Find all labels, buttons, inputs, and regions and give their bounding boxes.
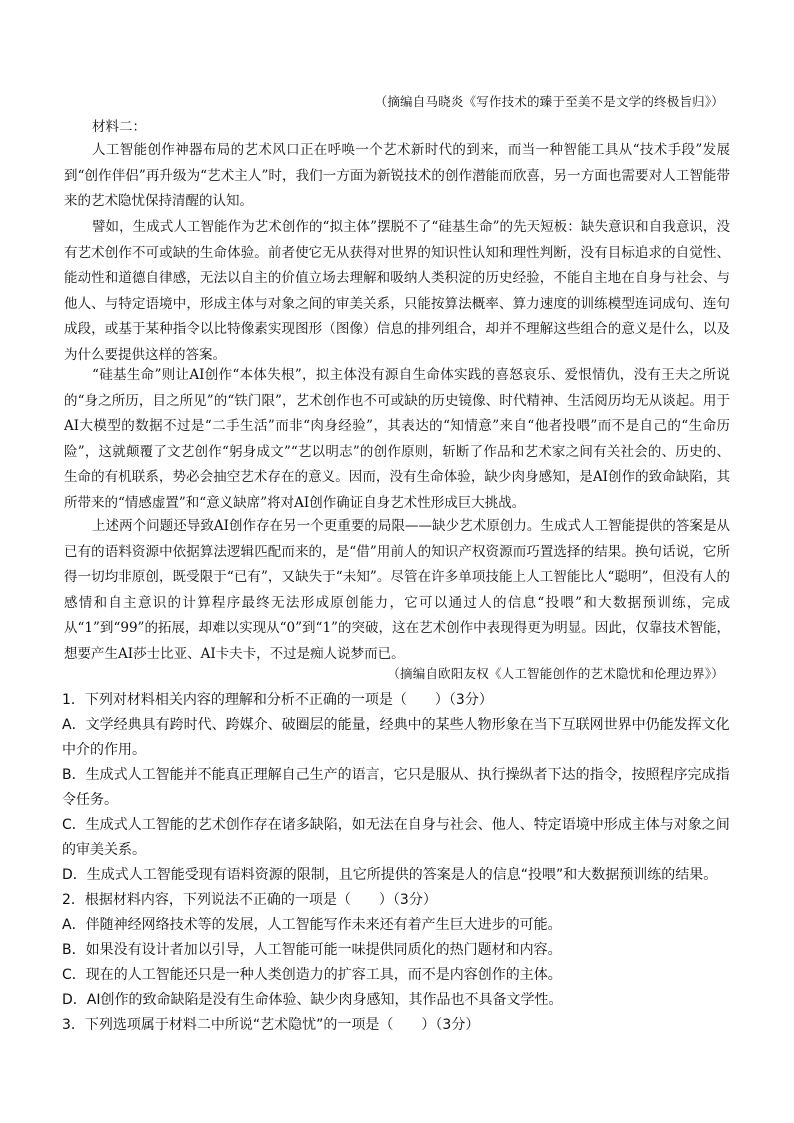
source-citation-2: （摘编自欧阳友权《人工智能创作的艺术隐忧和伦理边界》） — [387, 666, 724, 681]
paragraph-1: 人工智能创作神器布局的艺术风口正在呼唤一个艺术新时代的到来，而当一种智能工具从“技术手段”发展到“创作伴侣”再升级为“艺术主人”时，我们一方面为新锐技术的创作潜能而欣喜，另一方面也需要对人工智能带来的艺术隐忧保持清醒的认知。 — [64, 142, 730, 210]
question-1-option-b: B．生成式人工智能并不能真正理解自己生产的语言，它只是服从、执行操纵者下达的指令，按照程序完成指令任务。 — [62, 767, 730, 809]
paragraph-4: 上述两个问题还导致AI创作存在另一个更重要的局限——缺少艺术原创力。生成式人工智能提供的答案是从已有的语料资源中依据算法逻辑匹配而来的，是“借”用前人的知识产权资源而巧置选择的结果。换句话说，它所得一切均非原创，既受限于“已有”，又缺失于“未知”。尽管在许多单项技能上人工智能比人“聪明”，但没有人的感情和自主意识的计算程序最终无法形成原创能力，它可以通过人的信息“投喂”和大数据预训练，完成从“1”到“99”的拓展，却难以实现从“0”到“1”的突破，这在艺术创作中表现得更为明显。因此，仅靠技术智能，想要产生AI莎士比亚、AI卡夫卡，不过是痴人说梦而已。 — [64, 518, 730, 662]
question-2-option-b: B．如果没有设计者加以引导，人工智能可能一味提供同质化的热门题材和内容。 — [62, 942, 562, 958]
question-3-stem: 3．下列选项属于材料二中所说“艺术隐忧”的一项是（ ）（3分） — [62, 1017, 480, 1033]
paragraph-2: 譬如，生成式人工智能作为艺术创作的“拟主体”摆脱不了“硅基生命”的先天短板：缺失意识和自我意识，没有艺术创作不可或缺的生命体验。前者使它无从获得对世界的知识性认知和理性判断，没有目标追求的自觉性、能动性和道德自律感，无法以自主的价值立场去理解和吸纳人类积淀的历史经验，不能自主地在自身与社会、与他人、与特定语境中，形成主体与对象之间的审美关系，只能按算法概率、算力速度的训练模型连词成句、连句成段，或基于某种指令以比特像素实现图形（图像）信息的排列组合，却并不理解这些组合的意义是什么，以及为什么要提供这样的答案。 — [64, 219, 730, 363]
question-2-stem: 2．根据材料内容，下列说法不正确的一项是（ ）（3分） — [62, 892, 437, 908]
source-citation-1: （摘编自马晓炎《写作技术的臻于至美不是文学的终极旨归》） — [374, 94, 724, 109]
question-1-stem: 1．下列对材料相关内容的理解和分析不正确的一项是（ ）（3分） — [62, 692, 493, 708]
question-2-option-d: D．AI创作的致命缺陷是没有生命体验、缺少肉身感知，其作品也不具备文学性。 — [62, 992, 563, 1008]
question-1-option-a: A．文学经典具有跨时代、跨媒介、破圈层的能量，经典中的某些人物形象在当下互联网世界中仍能发挥文化中介的作用。 — [62, 717, 730, 759]
paragraph-3: “硅基生命”则让AI创作“本体失根”，拟主体没有源自生命体实践的喜怒哀乐、爱恨情仇，没有王夫之所说的“身之所历，目之所见”的“铁门限”，艺术创作也不可或缺的历史镜像、时代精神、生活阅历均无从谈起。用于AI大模型的数据不过是“二手生活”而非“肉身经验”，其表达的“知情意”来自“他者投喂”而不是自己的“生命历险”，这就颠覆了文艺创作“躬身成文”“艺以明志”的创作原则，斩断了作品和艺术家之间有关社会的、历史的、生命的有机联系，势必会抽空艺术存在的意义。因而，没有生命体验，缺少肉身感知，是AI创作的致命缺陷，其所带来的“情感虚置”和“意义缺席”将对AI创作确证自身艺术性形成巨大挑战。 — [64, 367, 730, 511]
question-2-option-c: C．现在的人工智能还只是一种人类创造力的扩容工具，而不是内容创作的主体。 — [62, 967, 562, 983]
question-1-option-d: D．生成式人工智能受现有语料资源的限制，且它所提供的答案是人的信息“投喂”和大数据预训练的结果。 — [62, 867, 718, 883]
question-2-option-a: A．伴随神经网络技术等的发展，人工智能写作未来还有着产生巨大进步的可能。 — [62, 917, 562, 933]
material-two-label: 材料二： — [92, 119, 146, 135]
question-1-option-c: C．生成式人工智能的艺术创作存在诸多缺陷，如无法在自身与社会、他人、特定语境中形成主体与对象之间的审美关系。 — [62, 817, 730, 859]
